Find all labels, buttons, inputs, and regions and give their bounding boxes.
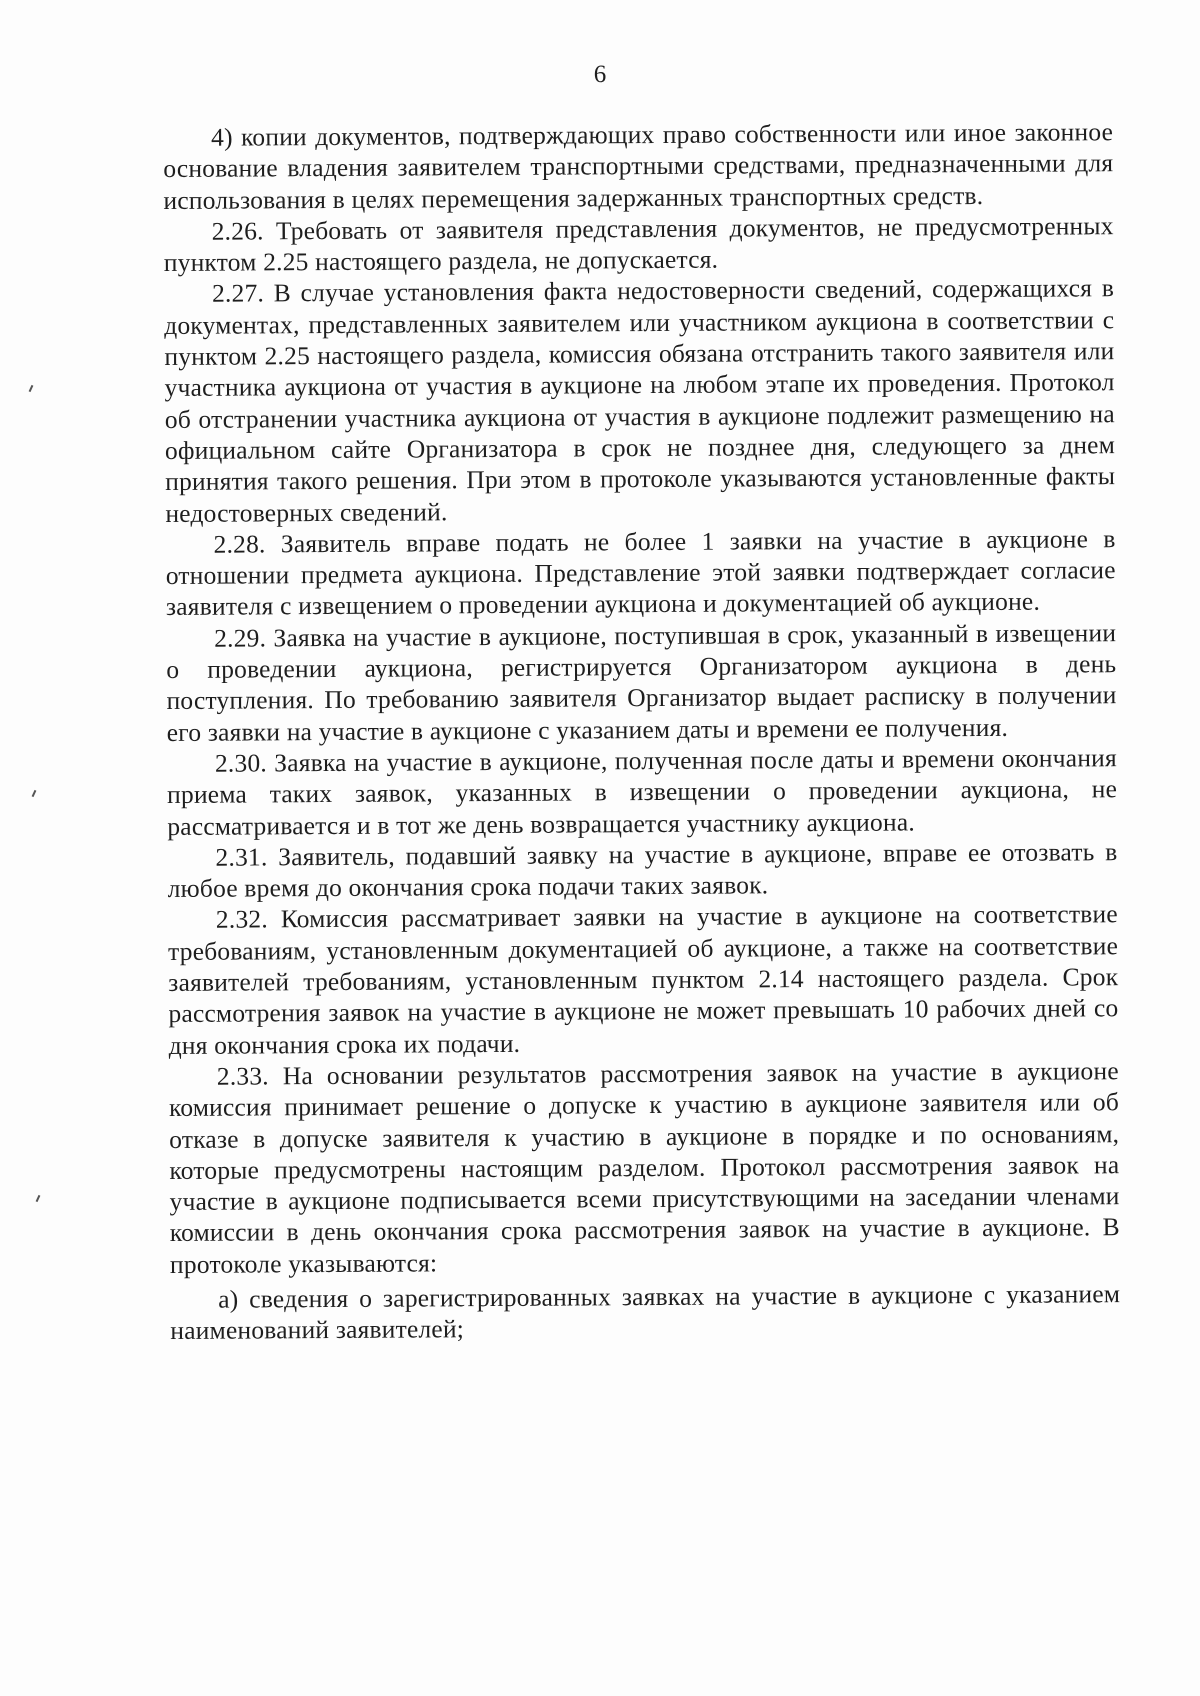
scan-mark — [29, 385, 34, 392]
paragraph-2-32: 2.32. Комиссия рассматривает заявки на участие в аукционе на соответствие требованиям, установленным документацией об аукционе, а также на соответствие заявителей требованиям, установленным пунктом 2.14 настоящего раздела. Срок рассмотрения заявок на участие в аукционе не может превышать 10 рабочих дней со дня окончания срока их подачи. — [167, 899, 1119, 1060]
paragraph-2-29: 2.29. Заявка на участие в аукционе, поступившая в срок, указанный в извещении о проведении аукциона, регистрируется Организатором аукциона в день поступления. По требованию заявителя Организатор выдает расписку в получении его заявки на участие в аукционе с указанием даты и времени ее получения. — [166, 617, 1117, 747]
paragraph-2-30: 2.30. Заявка на участие в аукционе, полученная после даты и времени окончания приема таких заявок, указанных в извещении о проведении аукциона, не рассматривается и в тот же день возвращается участнику аукциона. — [167, 743, 1118, 841]
paragraph-item-a: а) сведения о зарегистрированных заявках на участие в аукционе с указанием наименований заявителей; — [170, 1279, 1121, 1346]
document-body — [163, 116, 1120, 1346]
page-number: 6 — [593, 61, 607, 88]
scan-mark — [32, 790, 37, 797]
scan-mark — [36, 1195, 41, 1202]
paragraph-2-27: 2.27. В случае установления факта недостоверности сведений, содержащихся в документах, представленных заявителем или участником аукциона в соответствии с пунктом 2.25 настоящего раздела, комиссия обязана отстранить такого заявителя или участника аукциона от участия в аукционе на любом этапе их проведения. Протокол об отстранении участника аукциона от участия в аукционе подлежит размещению на официальном сайте Организатора в срок не позднее дня, следующего за днем принятия такого решения. При этом в протоколе указываются установленные факты недостоверных сведений. — [164, 273, 1116, 528]
paragraph-2-26: 2.26. Требовать от заявителя представления документов, не предусмотренных пунктом 2.25 настоящего раздела, не допускается. — [163, 211, 1114, 278]
paragraph-2-31: 2.31. Заявитель, подавший заявку на участие в аукционе, вправе ее отозвать в любое время до окончания срока подачи таких заявок. — [167, 837, 1118, 904]
paragraph-2-33: 2.33. На основании результатов рассмотрения заявок на участие в аукционе комиссия принимает решение о допуске к участию в аукционе заявителя или об отказе в допуске заявителя к участию в аукционе в порядке и по основаниям, которые предусмотрены настоящим разделом. Протокол рассмотрения заявок на участие в аукционе подписывается всеми присутствующими на заседании членами комиссии в день окончания срока рассмотрения заявок на участие в аукционе. В протоколе указываются: — [168, 1056, 1120, 1279]
paragraph-2-28: 2.28. Заявитель вправе подать не более 1 заявки на участие в аукционе в отношении предмета аукциона. Представление этой заявки подтверждает согласие заявителя с извещением о проведении аукциона и документацией об аукционе. — [165, 524, 1116, 622]
paragraph-item-4: 4) копии документов, подтверждающих право собственности или иное законное основание владения заявителем транспортными средствами, предназначенными для использования в целях перемещения задержанных транспортных средств. — [163, 117, 1114, 215]
